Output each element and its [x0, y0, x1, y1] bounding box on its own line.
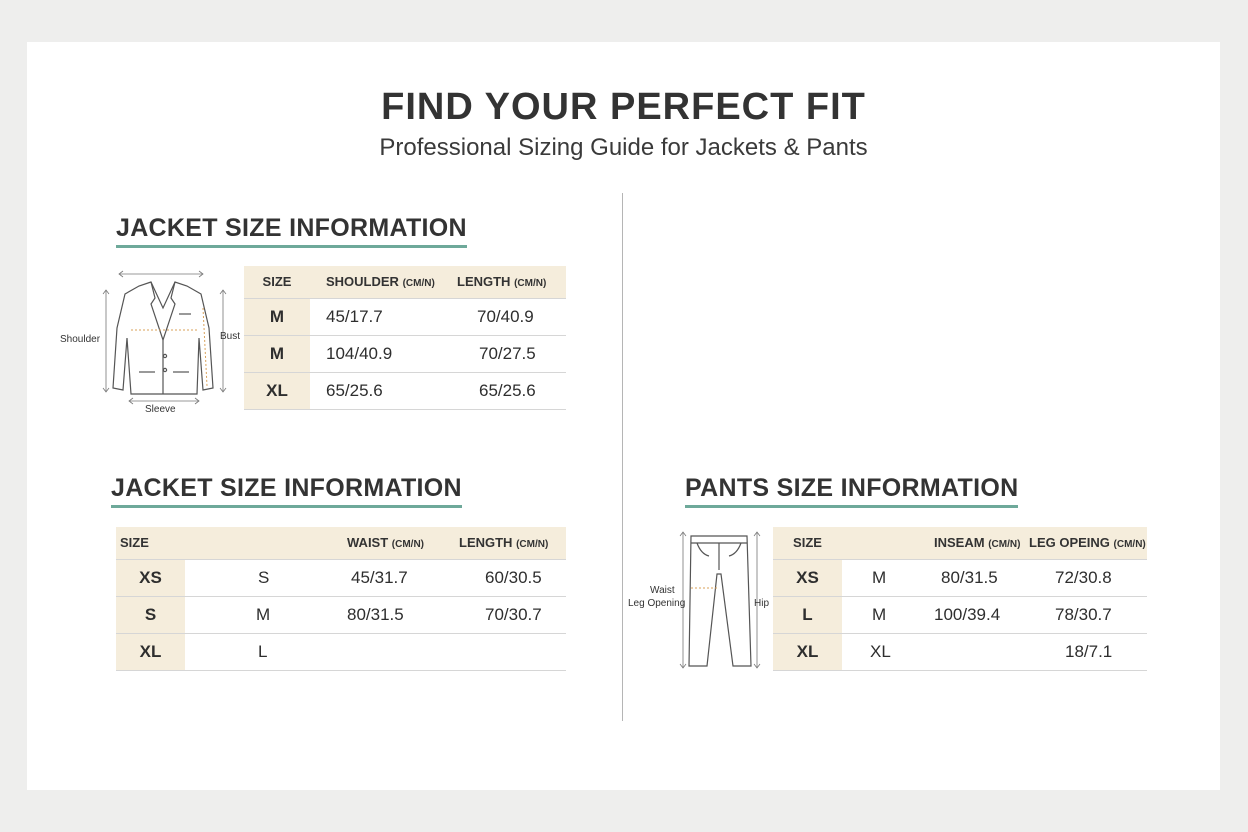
table-row [773, 559, 1147, 596]
table-row [116, 633, 566, 670]
length-cell: 60/30.5 [459, 559, 566, 596]
size-guide-card [27, 42, 1220, 790]
table-row [244, 372, 566, 409]
table-row [773, 596, 1147, 633]
alt-size-cell: XL [842, 633, 931, 670]
length-cell: 70/30.7 [459, 596, 566, 633]
shoulder-cell: 65/25.6 [310, 372, 441, 409]
alt-size-cell: M [842, 596, 931, 633]
column-divider [622, 193, 623, 721]
jacket-top-size-table [244, 266, 566, 410]
header-size: SIZE [244, 266, 310, 298]
header-size: SIZE [116, 527, 185, 559]
header-size: SIZE [773, 527, 842, 559]
pants-size-table [773, 527, 1147, 671]
shoulder-cell: 104/40.9 [310, 335, 441, 372]
waist-cell [343, 633, 459, 670]
pants-section-title: PANTS SIZE INFORMATION [685, 474, 1018, 508]
size-cell: XL [244, 372, 310, 409]
header-shoulder: SHOULDER (CM/N) [310, 266, 441, 298]
sleeve-label: Sleeve [145, 404, 176, 415]
jacket-top-section-title: JACKET SIZE INFORMATION [116, 214, 467, 248]
table-row [244, 298, 566, 335]
leg-opening-label: Leg Opening [628, 598, 686, 609]
table-row [244, 335, 566, 372]
header-length: LENGTH (CM/N) [459, 527, 566, 559]
inseam-cell [931, 633, 1029, 670]
header-leg-opening: LEG OPEING (CM/N) [1029, 527, 1147, 559]
leg-opening-cell: 78/30.7 [1029, 596, 1147, 633]
table-row [116, 559, 566, 596]
size-cell: XS [773, 559, 842, 596]
table-row [116, 596, 566, 633]
jacket-diagram-icon [99, 268, 229, 418]
header-waist: WAIST (CM/N) [343, 527, 459, 559]
inseam-cell: 100/39.4 [931, 596, 1029, 633]
waist-cell: 80/31.5 [343, 596, 459, 633]
table-row [773, 633, 1147, 670]
page-subtitle: Professional Sizing Guide for Jackets & Pants [379, 134, 868, 161]
size-cell: L [773, 596, 842, 633]
size-cell: M [244, 298, 310, 335]
size-cell: XL [116, 633, 185, 670]
header-inseam: INSEAM (CM/N) [931, 527, 1029, 559]
waist-cell: 45/31.7 [343, 559, 459, 596]
waist-label: Waist [650, 585, 675, 596]
alt-size-cell: M [842, 559, 931, 596]
size-cell: XL [773, 633, 842, 670]
shoulder-cell: 45/17.7 [310, 298, 441, 335]
hip-label: Hip [754, 598, 770, 609]
alt-size-cell: M [185, 596, 343, 633]
length-cell: 70/27.5 [441, 335, 566, 372]
jacket-bottom-section-title: JACKET SIZE INFORMATION [111, 474, 462, 508]
size-cell: S [116, 596, 185, 633]
jacket-bottom-size-table [116, 527, 566, 671]
page-title: FIND YOUR PERFECT FIT [381, 86, 866, 128]
length-cell: 65/25.6 [441, 372, 566, 409]
shoulder-label: Shoulder [60, 334, 101, 345]
length-cell: 70/40.9 [441, 298, 566, 335]
size-cell: XS [116, 559, 185, 596]
bust-label: Bust [220, 331, 241, 342]
length-cell [459, 633, 566, 670]
size-cell: M [244, 335, 310, 372]
alt-size-cell: S [185, 559, 343, 596]
leg-opening-cell: 72/30.8 [1029, 559, 1147, 596]
inseam-cell: 80/31.5 [931, 559, 1029, 596]
alt-size-cell: L [185, 633, 343, 670]
header-length: LENGTH (CM/N) [441, 266, 566, 298]
leg-opening-cell: 18/7.1 [1029, 633, 1147, 670]
